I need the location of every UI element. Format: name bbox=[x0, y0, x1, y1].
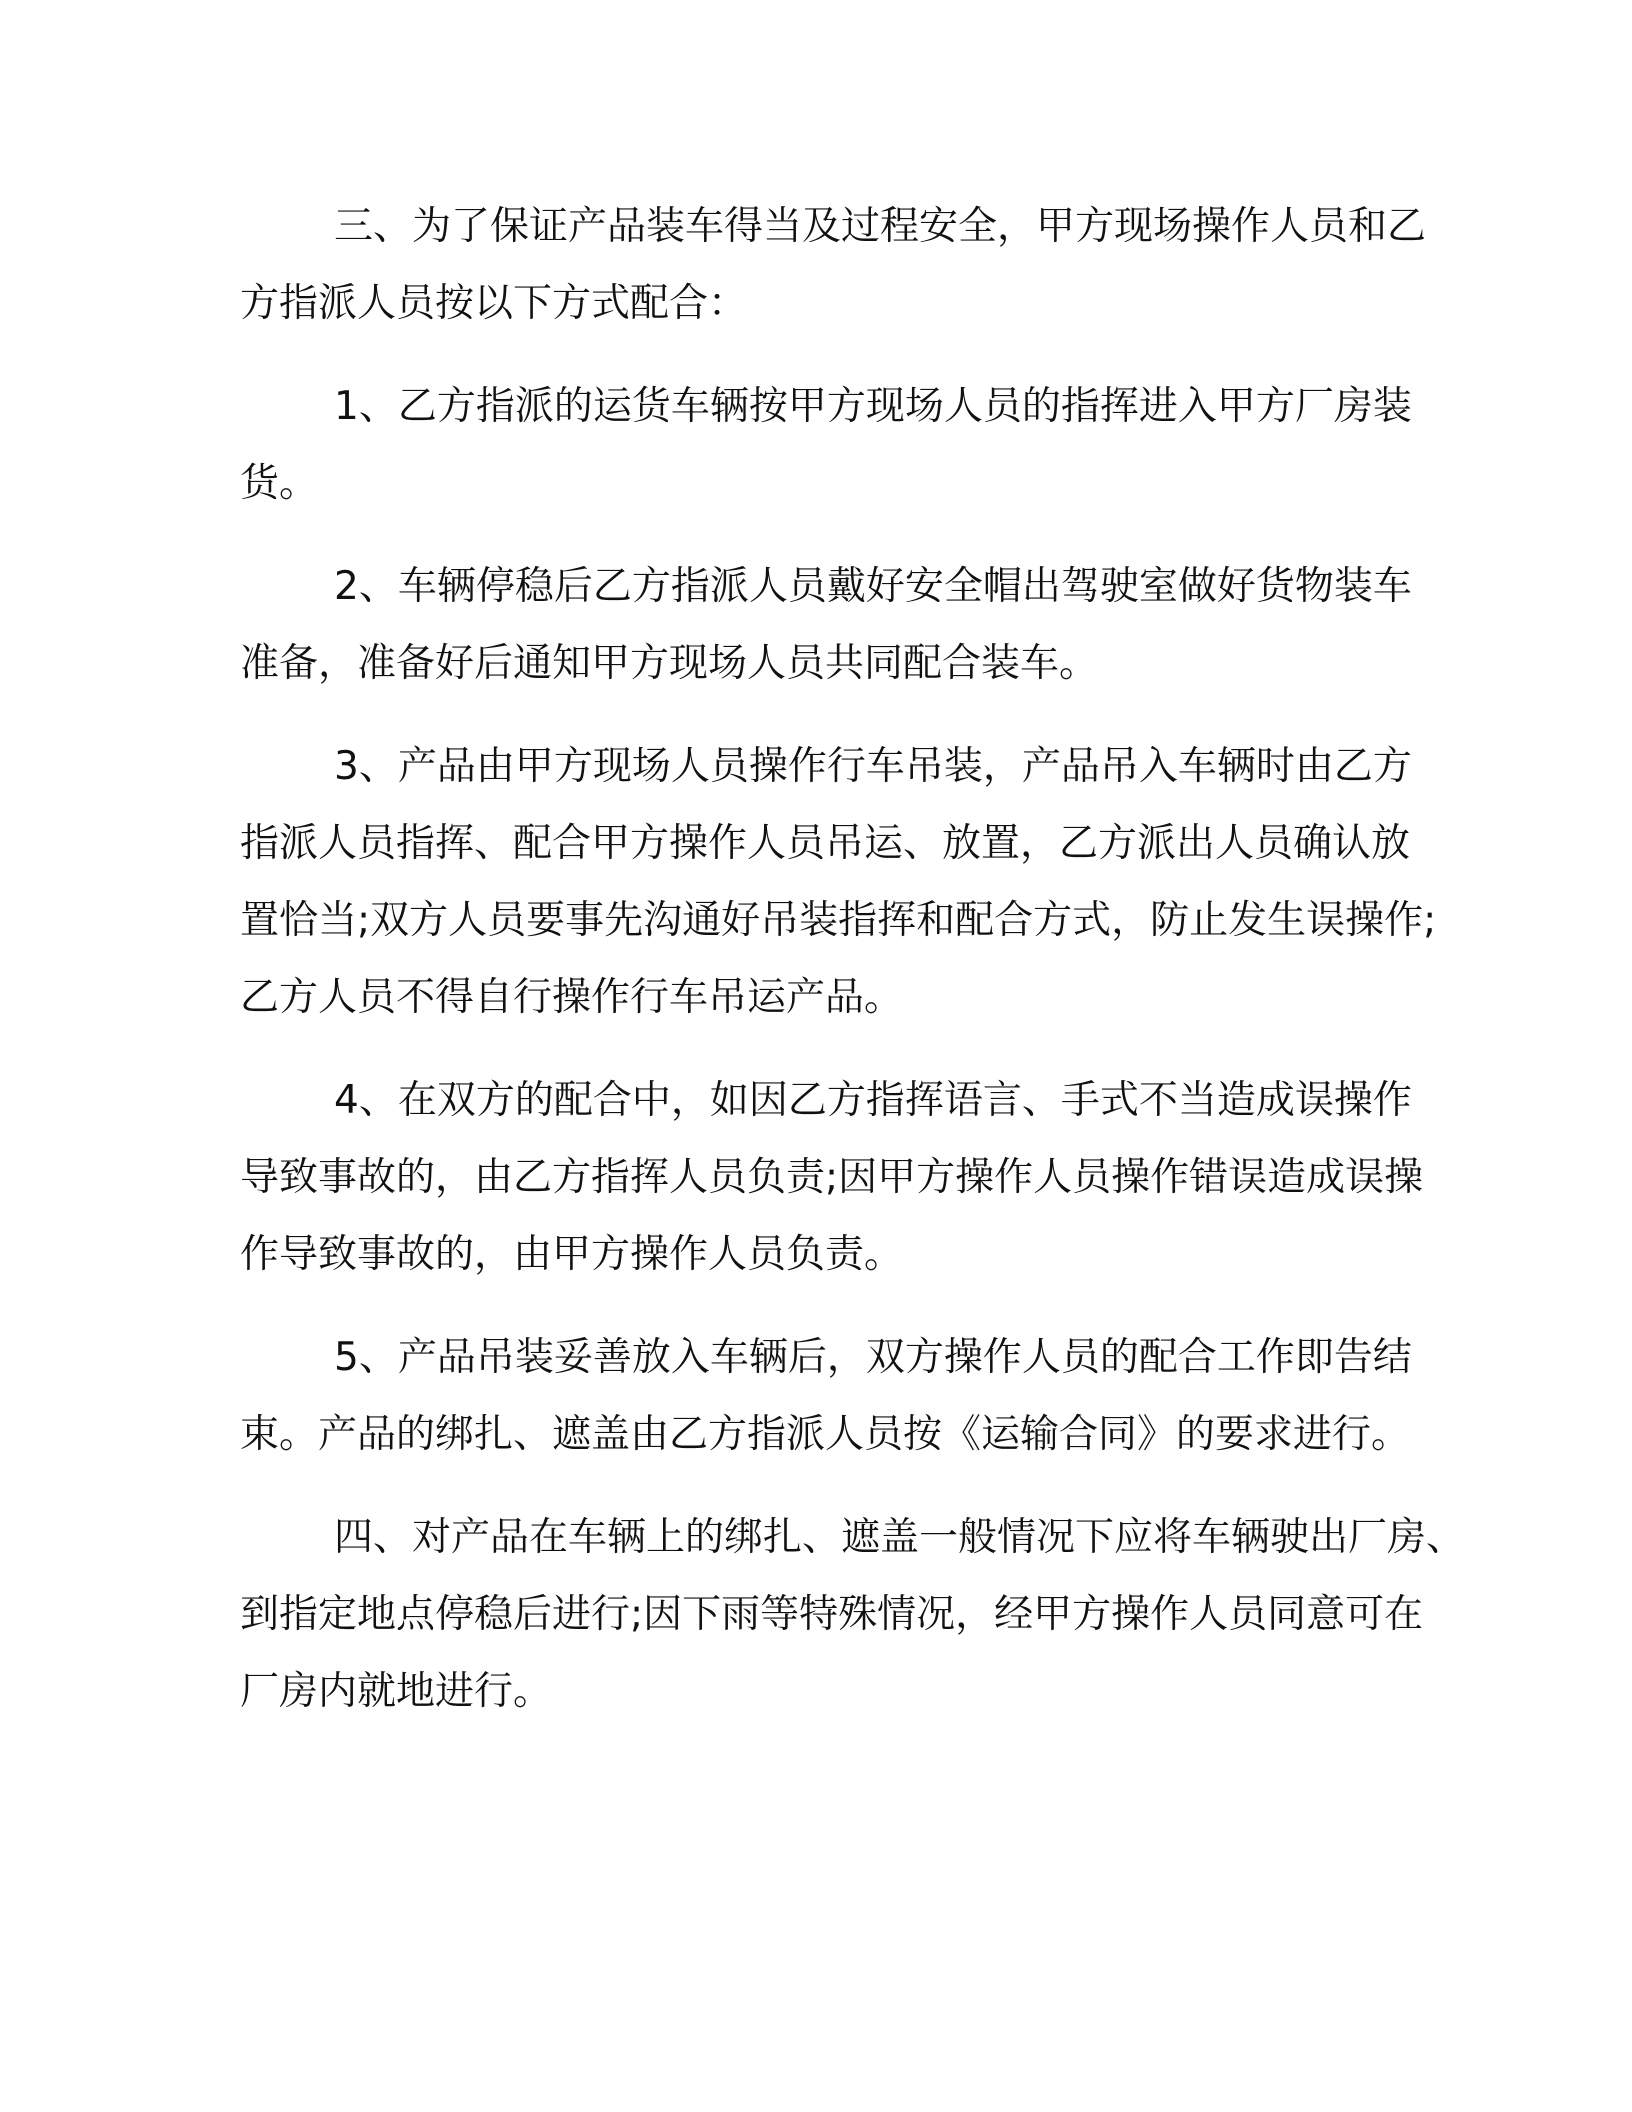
paragraph-line: 导致事故的，由乙方指挥人员负责;因甲方操作人员操作错误造成误操 bbox=[240, 1155, 1424, 1200]
paragraph-item-5 bbox=[240, 1319, 1412, 1473]
paragraph-item-1 bbox=[240, 368, 1412, 522]
paragraph-line: 方指派人员按以下方式配合： bbox=[240, 281, 748, 326]
document-body bbox=[240, 188, 1466, 1756]
paragraph-line: 三、为了保证产品装车得当及过程安全，甲方现场操作人员和乙 bbox=[334, 204, 1427, 249]
paragraph-line: 准备，准备好后通知甲方现场人员共同配合装车。 bbox=[240, 641, 1099, 686]
paragraph-line: 厂房内就地进行。 bbox=[240, 1669, 553, 1714]
paragraph-item-4 bbox=[240, 1062, 1424, 1293]
paragraph-line: 2、车辆停稳后乙方指派人员戴好安全帽出驾驶室做好货物装车 bbox=[334, 564, 1412, 609]
paragraph-section-3 bbox=[240, 188, 1427, 342]
paragraph-item-2 bbox=[240, 548, 1412, 702]
paragraph-section-4 bbox=[240, 1499, 1466, 1730]
paragraph-line: 到指定地点停稳后进行;因下雨等特殊情况，经甲方操作人员同意可在 bbox=[240, 1592, 1424, 1637]
paragraph-line: 四、对产品在车辆上的绑扎、遮盖一般情况下应将车辆驶出厂房、 bbox=[334, 1515, 1466, 1560]
paragraph-line: 置恰当;双方人员要事先沟通好吊装指挥和配合方式，防止发生误操作; bbox=[240, 898, 1437, 943]
paragraph-item-3 bbox=[240, 728, 1437, 1036]
paragraph-line: 5、产品吊装妥善放入车辆后，双方操作人员的配合工作即告结 bbox=[334, 1335, 1412, 1380]
paragraph-line: 指派人员指挥、配合甲方操作人员吊运、放置，乙方派出人员确认放 bbox=[240, 821, 1411, 866]
paragraph-line: 作导致事故的，由甲方操作人员负责。 bbox=[240, 1232, 904, 1277]
paragraph-line: 3、产品由甲方现场人员操作行车吊装，产品吊入车辆时由乙方 bbox=[334, 744, 1412, 789]
paragraph-line: 乙方人员不得自行操作行车吊运产品。 bbox=[240, 975, 904, 1020]
paragraph-line: 1、乙方指派的运货车辆按甲方现场人员的指挥进入甲方厂房装 bbox=[334, 384, 1412, 429]
paragraph-line: 4、在双方的配合中，如因乙方指挥语言、手式不当造成误操作 bbox=[334, 1078, 1412, 1123]
paragraph-line: 货。 bbox=[240, 461, 319, 506]
paragraph-line: 束。产品的绑扎、遮盖由乙方指派人员按《运输合同》的要求进行。 bbox=[240, 1412, 1411, 1457]
